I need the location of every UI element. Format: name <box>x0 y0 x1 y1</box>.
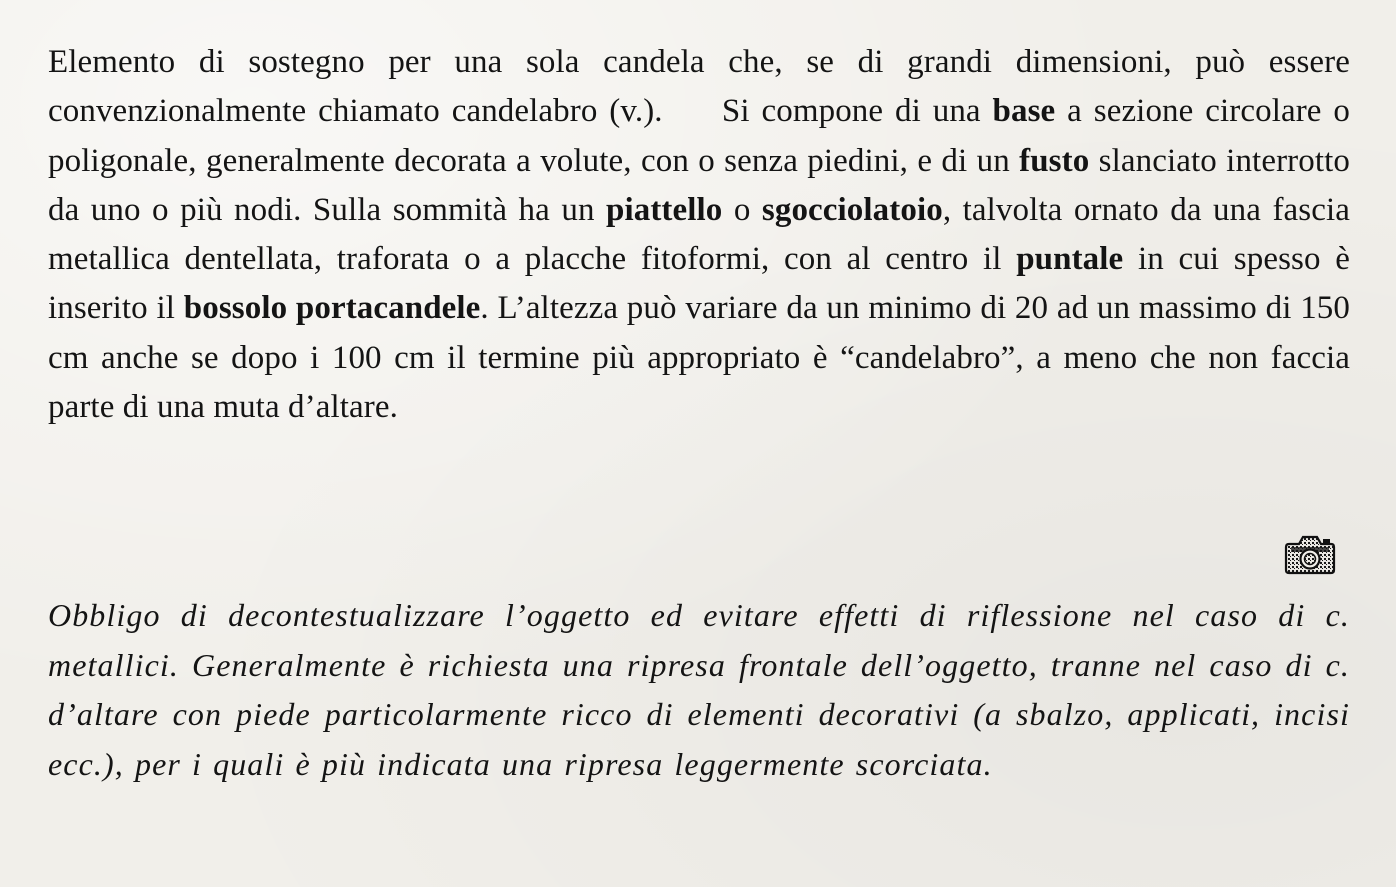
camera-icon <box>1284 530 1336 576</box>
description-paragraph <box>48 38 1350 432</box>
description-text: slanciato interrotto da uno o più nodi. Sulla sommità ha un <box>48 142 1350 228</box>
description-text: o <box>722 191 762 228</box>
description-text: Si compone di una <box>721 93 993 130</box>
term-fusto: fusto <box>1019 142 1090 179</box>
term-bossolo-portacandele: bossolo portacandele <box>183 290 481 327</box>
term-piattello: piattello <box>606 191 723 228</box>
term-puntale: puntale <box>1016 241 1124 278</box>
description-sentence-1: Elemento di sostegno per una sola candela che, se di grandi dimensioni, può essere convenzionalmente chiamato candelabro (v.). <box>48 44 1350 130</box>
description-text: , talvolta ornato da una fascia metallica dentellata, traforata o a placche fitoformi, con al centro il <box>48 191 1350 278</box>
description-text: a sezione circolare o poligonale, generalmente decorata a volute, con o senza piedini, e di un <box>48 93 1351 179</box>
term-base: base <box>992 93 1056 130</box>
photo-instructions-note: Obbligo di decontestualizzare l’oggetto ed evitare effetti di riflessione nel caso di c. metallici. Generalmente è richiesta una ripresa frontale dell’oggetto, tranne nel caso di c. d’altare con piede particolarmente ricco di elementi decorativi (a sbalzo, applicati, incisi ecc.), per i quali è più indicata una ripresa leggermente scorciata. <box>48 597 1350 782</box>
term-sgocciolatoio: sgocciolatoio <box>761 191 943 228</box>
description-text: . L’altezza può variare da un minimo di 20 ad un massimo di 150 cm anche se dopo i 100 cm il termine più appropriato è “candelabro”, a meno che non faccia parte di una muta d’altare. <box>48 290 1351 426</box>
description-text: in cui spesso è inserito il <box>48 241 1351 327</box>
